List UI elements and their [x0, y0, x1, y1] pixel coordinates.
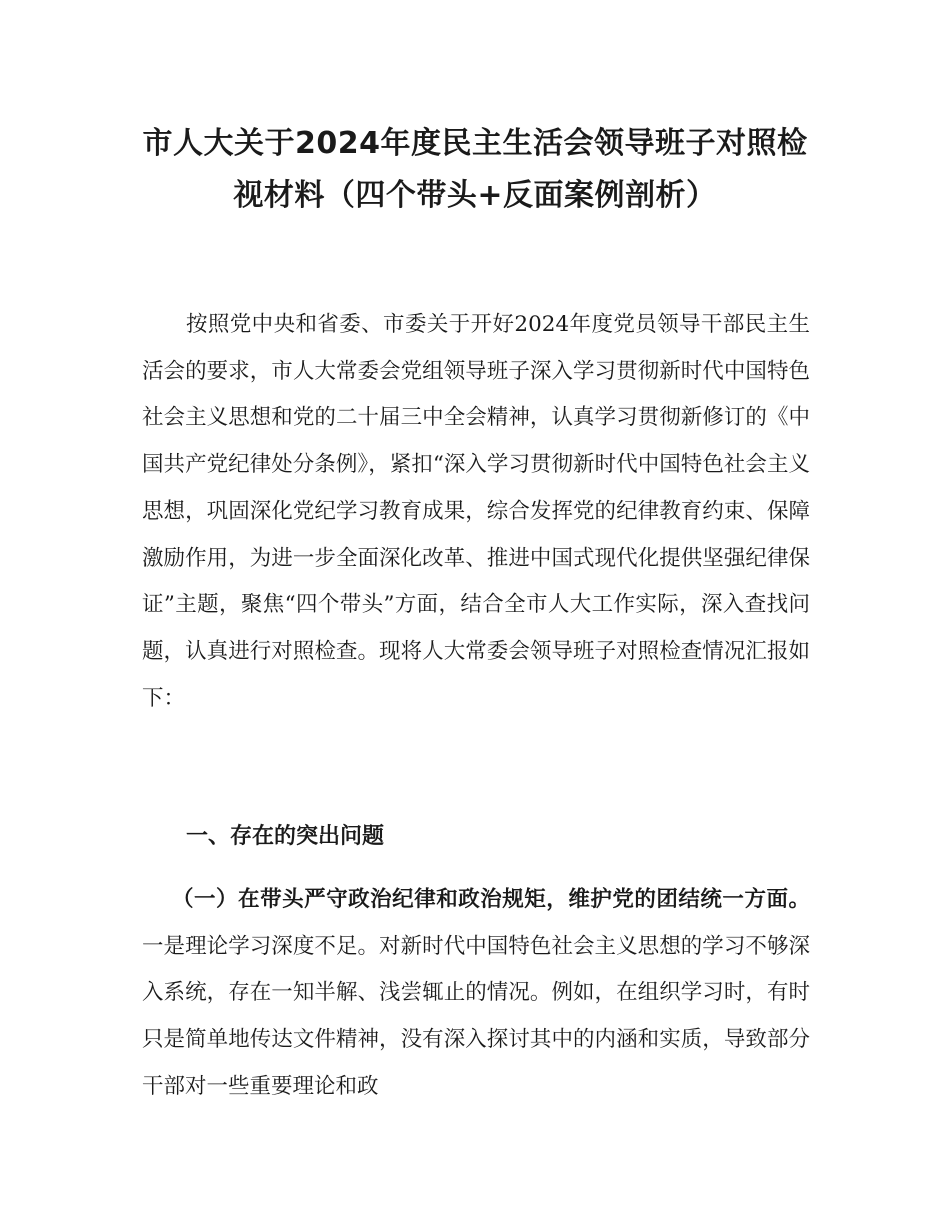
section-heading: 一、存在的突出问题 — [186, 824, 385, 849]
document-title: 市人大关于2024年度民主生活会领导班子对照检视材料（四个带头+反面案例剖析） — [142, 126, 808, 213]
subsection-text: 一是理论学习深度不足。对新时代中国特色社会主义思想的学习不够深入系统，存在一知半解、浅尝辄止的情况。例如，在组织学习时，有时只是简单地传达文件精神，没有深入探讨其中的内涵和实质，导致部分干部对一些重要理论和政 — [142, 933, 810, 1099]
subsection-lead: （一）在带头严守政治纪律和政治规矩，维护党的团结统一方面。 — [172, 887, 810, 912]
subsection-paragraph — [142, 877, 810, 1111]
intro-paragraph: 按照党中央和省委、市委关于开好2024年度党员领导干部民主生活会的要求，市人大常委会党组领导班子深入学习贯彻新时代中国特色社会主义思想和党的二十届三中全会精神，认真学习贯彻新修订的《中国共产党纪律处分条例》，紧扣“深入学习贯彻新时代中国特色社会主义思想，巩固深化党纪学习教育成果，综合发挥党的纪律教育约束、保障激励作用，为进一步全面深化改革、推进中国式现代化提供坚强纪律保证”主题，聚焦“四个带头”方面，结合全市人大工作实际，深入查找问题，认真进行对照检查。现将人大常委会领导班子对照检查情况汇报如下： — [142, 312, 810, 711]
